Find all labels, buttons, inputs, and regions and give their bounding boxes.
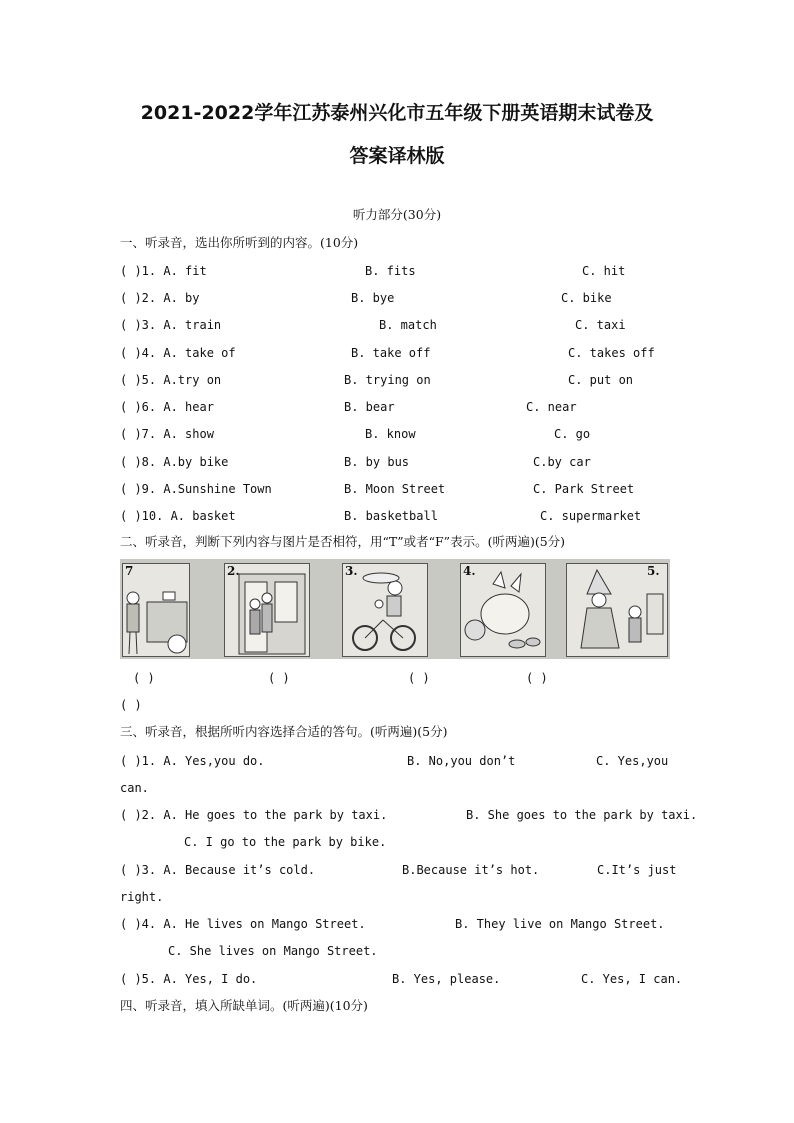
picture-2-train (224, 563, 310, 657)
s3-q3: ( )3. A. Because it’s cold. (120, 863, 316, 877)
listening-header: 听力部分(30分) (352, 207, 442, 222)
s1-q1: ( )1. A. fit (120, 264, 207, 278)
s3-q3-c: C.It’s just (597, 863, 677, 877)
s1-q2: ( )2. A. by (120, 291, 200, 305)
s1-q2-c: C. bike (561, 291, 612, 305)
picture-1-taxi (122, 563, 190, 657)
s3-q1-c: C. Yes,you (596, 754, 669, 768)
s1-q7: ( )7. A. show (120, 427, 214, 441)
s3-q1: ( )1. A. Yes,you do. (120, 754, 265, 768)
section2-heading: 二、听录音，判断下列内容与图片是否相符，用“T”或者“F”表示。(听两遍)(5分) (120, 534, 566, 549)
section3-heading: 三、听录音，根据所听内容选择合适的答句。(听两遍)(5分) (120, 724, 448, 739)
picture-4-number: 4. (463, 564, 476, 578)
s1-q10-b: B. basketball (344, 509, 438, 523)
s1-q9-c: C. Park Street (533, 482, 635, 496)
s2-blank-5[interactable]: ( ) (120, 698, 142, 712)
s1-q8-b: B. by bus (344, 455, 410, 469)
s1-q7-b: B. know (365, 427, 416, 441)
s1-q5-c: C. put on (568, 373, 634, 387)
s3-q1-b: B. No,you don’t (407, 754, 516, 768)
s1-q7-c: C. go (554, 427, 591, 441)
s1-q8: ( )8. A.by bike (120, 455, 229, 469)
s3-q5: ( )5. A. Yes, I do. (120, 972, 258, 986)
s1-q8-c: C.by car (533, 455, 591, 469)
s1-q9-b: B. Moon Street (344, 482, 446, 496)
s3-q4-b: B. They live on Mango Street. (455, 917, 665, 931)
s3-q1-wrap: can. (120, 781, 149, 795)
s1-q6-c: C. near (526, 400, 577, 414)
s3-q5-b: B. Yes, please. (392, 972, 501, 986)
s1-q4: ( )4. A. take of (120, 346, 236, 360)
picture-5-number: 5. (647, 564, 660, 578)
picture-2-number: 2. (227, 564, 240, 578)
s1-q1-c: C. hit (582, 264, 626, 278)
s1-q4-c: C. takes off (568, 346, 655, 360)
s1-q10: ( )10. A. basket (120, 509, 236, 523)
s3-q4-c: C. She lives on Mango Street. (168, 944, 378, 958)
picture-3-bike (342, 563, 428, 657)
section1-heading: 一、听录音，选出你所听到的内容。(10分) (120, 235, 359, 250)
s1-q10-c: C. supermarket (540, 509, 642, 523)
picture-4-dragon (460, 563, 546, 657)
s1-q6-b: B. bear (344, 400, 395, 414)
s3-q5-c: C. Yes, I can. (581, 972, 683, 986)
picture-3-number: 3. (345, 564, 358, 578)
s1-q5: ( )5. A.try on (120, 373, 222, 387)
s1-q9: ( )9. A.Sunshine Town (120, 482, 272, 496)
s2-blank-3[interactable]: ( ) (408, 671, 430, 685)
s3-q4: ( )4. A. He lives on Mango Street. (120, 917, 366, 931)
document-title-line-1: 2021-2022学年江苏泰州兴化市五年级下册英语期末试卷及 (140, 102, 654, 124)
s3-q2-b: B. She goes to the park by taxi. (466, 808, 698, 822)
s3-q2-c: C. I go to the park by bike. (184, 835, 387, 849)
s1-q5-b: B. trying on (344, 373, 431, 387)
document-title-line-2: 答案译林版 (349, 145, 445, 167)
s3-q3-wrap: right. (120, 890, 164, 904)
s1-q3: ( )3. A. train (120, 318, 222, 332)
s2-blank-1[interactable]: ( ) (133, 671, 155, 685)
s1-q2-b: B. bye (351, 291, 395, 305)
s1-q3-b: B. match (379, 318, 437, 332)
s3-q2: ( )2. A. He goes to the park by taxi. (120, 808, 388, 822)
s2-blank-2[interactable]: ( ) (268, 671, 290, 685)
picture-5-witch (566, 563, 668, 657)
section2-picture-strip (120, 559, 670, 659)
section4-heading: 四、听录音，填入所缺单词。(听两遍)(10分) (120, 998, 368, 1013)
s1-q3-c: C. taxi (575, 318, 626, 332)
s1-q1-b: B. fits (365, 264, 416, 278)
s3-q3-b: B.Because it’s hot. (402, 863, 540, 877)
picture-1-number: 7 (125, 564, 134, 578)
s2-blank-4[interactable]: ( ) (526, 671, 548, 685)
s1-q4-b: B. take off (351, 346, 431, 360)
s1-q6: ( )6. A. hear (120, 400, 214, 414)
